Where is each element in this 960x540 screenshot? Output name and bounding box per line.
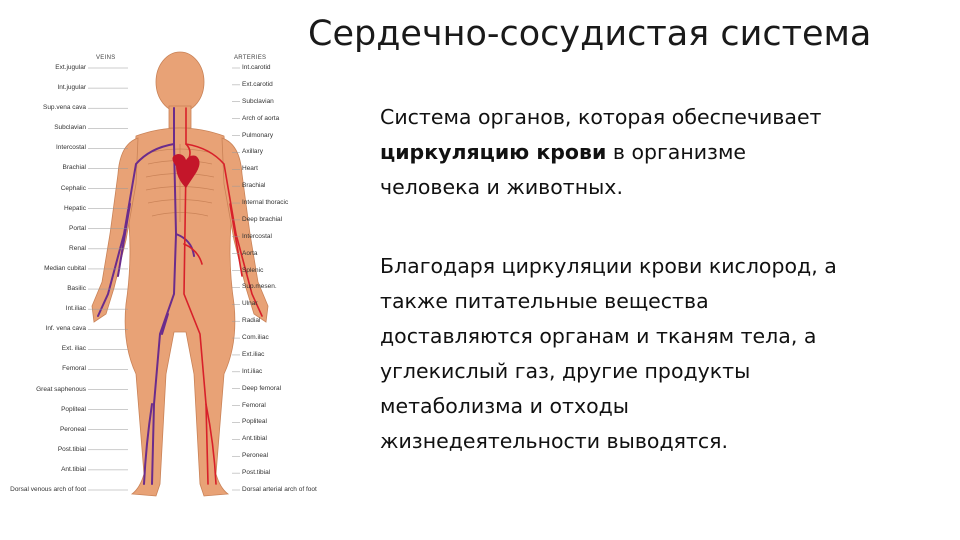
artery-label: Brachial <box>242 182 266 190</box>
artery-label: Ulnar <box>242 300 258 308</box>
artery-label: Splenic <box>242 266 264 274</box>
vein-label: Ant.tibial <box>61 465 86 473</box>
vein-label: Post.tibial <box>57 445 86 453</box>
circulatory-system-diagram <box>10 44 318 500</box>
artery-label: Dorsal arterial arch of foot <box>242 486 317 493</box>
vein-label: Sup.vena cava <box>42 104 86 112</box>
vein-label: Renal <box>69 244 86 252</box>
artery-label: Intercostal <box>242 232 272 240</box>
artery-label: Ext.carotid <box>242 80 273 88</box>
definition-text-end: в организме человека и животных. <box>380 140 747 199</box>
paragraph-function: Благодаря циркуляции крови кислород, а также питательные вещества доставляются органам и тканям тела, а углекислый газ, другие продукты метаболизма и отходы жизнедеятельности выводятся. <box>380 254 837 453</box>
slide-title: Сердечно-сосудистая система <box>308 14 872 54</box>
definition-text-start: Система органов, которая обеспечивает <box>380 105 822 129</box>
artery-label: Post.tibial <box>242 469 271 477</box>
vein-label: Brachial <box>62 164 86 172</box>
vein-label: Inf. vena cava <box>45 325 86 333</box>
paragraph-definition <box>380 100 850 205</box>
vein-label: Femoral <box>62 365 86 373</box>
artery-label: Pulmonary <box>242 131 274 139</box>
vein-label: Int.iliac <box>65 305 86 313</box>
vein-label: Subclavian <box>54 124 86 132</box>
artery-label: Aorta <box>242 249 258 257</box>
artery-label: Radial <box>242 317 261 325</box>
artery-label: Ext.iliac <box>242 350 265 358</box>
artery-label: Popliteal <box>242 418 267 426</box>
artery-label: Int.iliac <box>242 367 263 375</box>
artery-label: Peroneal <box>242 452 269 460</box>
arteries-header: ARTERIES <box>234 55 267 61</box>
artery-label: Ant.tibial <box>242 435 267 443</box>
vein-label: Basilic <box>67 285 86 293</box>
vein-label: Int.jugular <box>57 84 86 92</box>
vein-label: Intercostal <box>56 144 86 152</box>
vein-label: Portal <box>69 224 86 232</box>
vein-label: Peroneal <box>59 425 86 433</box>
vein-label: Cephalic <box>60 184 86 192</box>
artery-label: Arch of aorta <box>242 114 280 122</box>
artery-label: Com.iliac <box>242 334 269 342</box>
artery-label: Heart <box>242 165 258 173</box>
artery-label: Axillary <box>242 148 263 156</box>
artery-label: Sup.mesen. <box>242 283 277 291</box>
vein-label: Ext.jugular <box>55 64 86 71</box>
artery-label: Int.carotid <box>242 64 271 71</box>
slide-body <box>380 100 850 503</box>
artery-label: Internal thoracic <box>242 199 289 207</box>
vein-label: Dorsal venous arch of foot <box>10 486 86 493</box>
vein-label: Ext. iliac <box>61 345 86 353</box>
definition-bold-term: циркуляцию крови <box>380 140 607 164</box>
vein-label: Popliteal <box>61 405 86 413</box>
artery-label: Deep brachial <box>242 215 283 223</box>
artery-label: Femoral <box>242 401 266 409</box>
veins-header: VEINS <box>96 55 116 61</box>
vein-label: Median cubital <box>44 264 86 272</box>
vein-label: Hepatic <box>63 204 86 212</box>
artery-label: Subclavian <box>242 97 274 105</box>
vein-label: Great saphenous <box>36 385 86 393</box>
artery-label: Deep femoral <box>242 384 282 392</box>
